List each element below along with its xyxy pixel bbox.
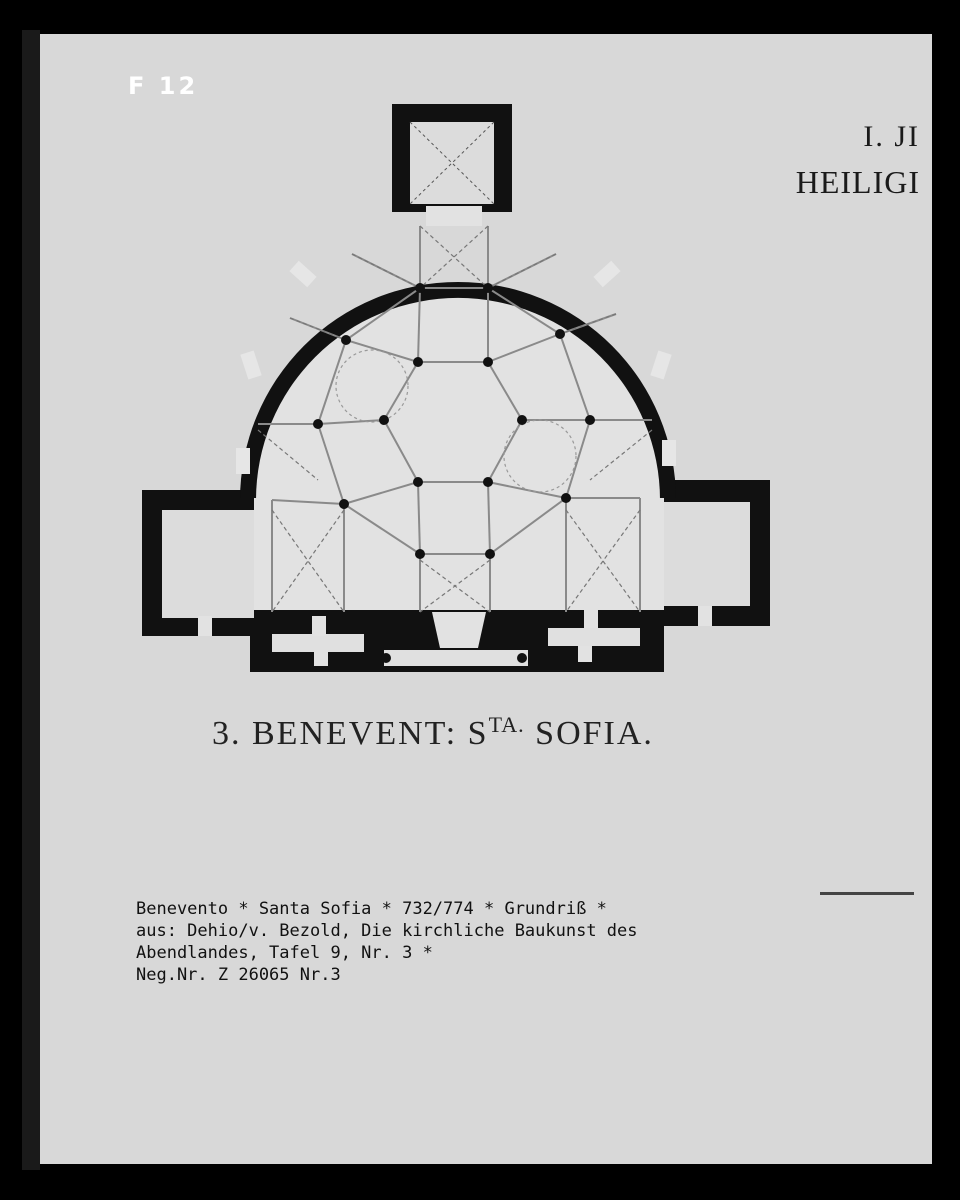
divider-line: [820, 892, 914, 895]
left-wing-room: [142, 490, 272, 636]
nave-floor: [198, 498, 712, 672]
plan-caption-prefix: 3. BENEVENT: S: [212, 715, 489, 752]
adjacent-plate-heading-1: I. JI: [863, 120, 920, 153]
record-line-2: aus: Dehio/v. Bezold, Die kirchliche Baukunst des: [136, 921, 638, 941]
plan-caption-suffix: SOFIA.: [524, 715, 654, 752]
plan-caption-superscript: TA.: [488, 712, 525, 737]
adjacent-plate-heading-2: HEILIGI: [795, 164, 920, 200]
rotunda-wall: [236, 206, 676, 500]
record-line-4: Neg.Nr. Z 26065 Nr.3: [136, 965, 341, 985]
record-line-3: Abendlandes, Tafel 9, Nr. 3 *: [136, 943, 433, 963]
plan-caption: [212, 712, 654, 753]
archive-record: [136, 898, 638, 986]
record-line-1: Benevento * Santa Sofia * 732/774 * Grundriß *: [136, 899, 607, 919]
frame-number-label: F 12: [128, 72, 199, 100]
apse-room: [392, 104, 512, 212]
